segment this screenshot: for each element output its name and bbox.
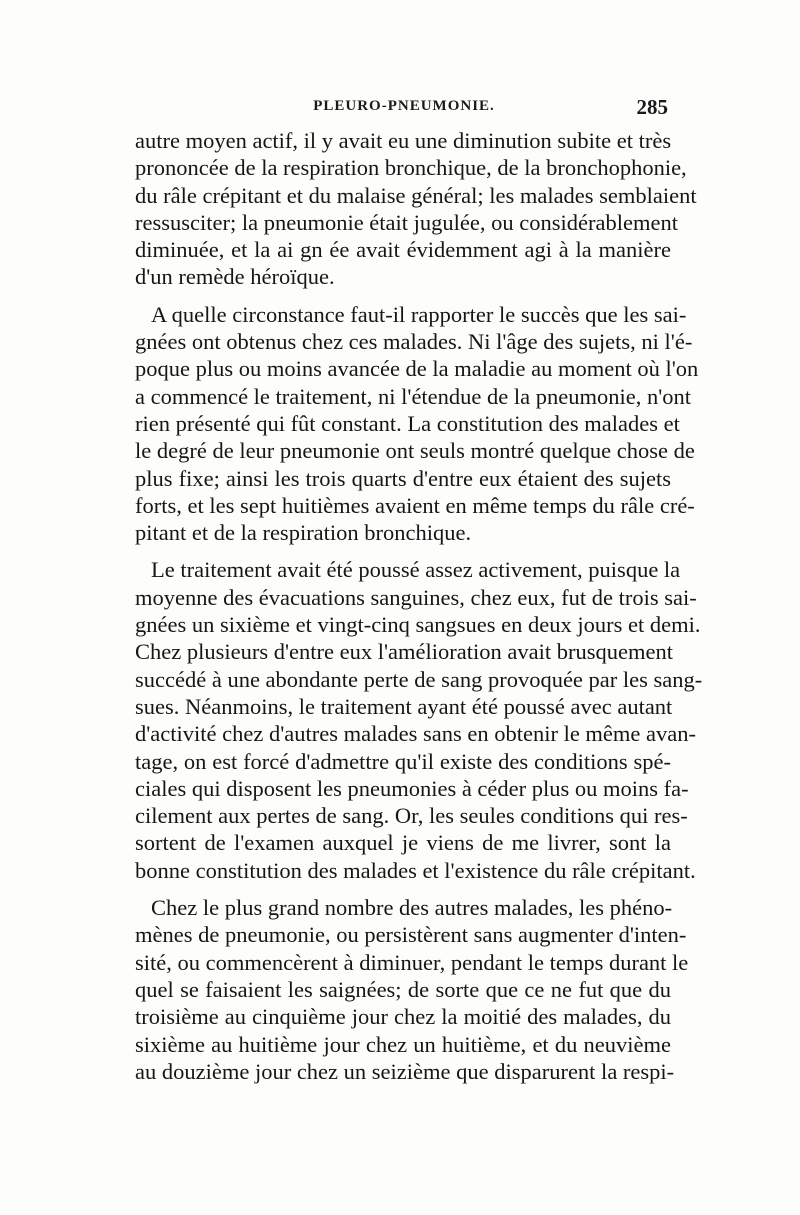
text-line: tage, on est forcé d'admettre qu'il existe des conditions spé- [135,748,671,774]
text-line: troisième au cinquième jour chez la moitié des malades, du [135,1004,671,1030]
text-line: sues. Néanmoins, le traitement ayant été poussé avec autant [135,693,673,719]
text-line: gnées un sixième et vingt-cinq sangsues en deux jours et demi. [135,612,701,638]
text-line: au douzième jour chez un seizième que disparurent la respi- [135,1058,675,1084]
text-line: mènes de pneumonie, ou persistèrent sans augmenter d'inten- [135,922,687,948]
text-line: bonne constitution des malades et l'existence du râle crépitant. [135,857,696,883]
text-line: diminuée, et la ai gn ée avait évidemment agi à la manière [135,237,671,263]
text-line: Chez le plus grand nombre des autres malades, les phéno- [151,895,673,921]
text-line: gnées ont obtenus chez ces malades. Ni l'âge des sujets, ni l'é- [135,329,693,355]
text-line: sité, ou commencèrent à diminuer, pendant le temps durant le [135,949,689,975]
text-line: d'un remède héroïque. [135,264,335,290]
text-line: quel se faisaient les saignées; de sorte que ce ne fut que du [135,976,671,1002]
text-line: autre moyen actif, il y avait eu une diminution subite et très [135,128,672,153]
text-line: a commencé le traitement, ni l'étendue de la pneumonie, n'ont [135,383,692,409]
text-line: poque plus ou moins avancée de la maladie au moment où l'on [135,356,699,382]
text-line: pitant et de la respiration bronchique. [135,520,472,546]
text-line: succédé à une abondante perte de sang provoquée par les sang- [135,666,703,692]
paragraph [135,894,689,1085]
text-line: forts, et les sept huitièmes avaient en même temps du râle cré- [135,492,695,518]
text-line: A quelle circonstance faut-il rapporter le succès que les sai- [151,301,687,327]
running-title: PLEURO-PNEUMONIE. [313,98,495,114]
text-line: ressusciter; la pneumonie était jugulée, ou considérablement [135,209,678,235]
body-text [135,127,703,1085]
text-line: sixième au huitième jour chez un huitième, et du neuvième [135,1031,671,1057]
paragraph [135,127,697,291]
paragraph [135,556,703,884]
text-line: cilement aux pertes de sang. Or, les seules conditions qui res- [135,803,688,829]
text-line: du râle crépitant et du malaise général; les malades semblaient [135,182,697,208]
running-head [140,95,668,122]
text-line: rien présenté qui fût constant. La constitution des malades et [135,410,680,436]
text-line: plus fixe; ainsi les trois quarts d'entre eux étaient des sujets [135,465,671,491]
text-line: le degré de leur pneumonie ont seuls montré quelque chose de [135,438,695,464]
paragraph-gap [135,884,671,894]
text-line: d'activité chez d'autres malades sans en obtenir le même avan- [135,721,696,747]
text-line: moyenne des évacuations sanguines, chez eux, fut de trois sai- [135,584,697,610]
paragraph-gap [135,546,671,556]
page-number: 285 [636,95,668,119]
paragraph [135,301,699,547]
text-line: prononcée de la respiration bronchique, de la bronchophonie, [135,155,687,181]
text-line: Chez plusieurs d'entre eux l'amélioration avait brusquement [135,639,673,665]
text-line: ciales qui disposent les pneumonies à céder plus ou moins fa- [135,775,689,801]
text-line: sortent de l'examen auxquel je viens de me livrer, sont la [135,830,671,856]
text-line: Le traitement avait été poussé assez activement, puisque la [151,557,681,583]
paragraph-gap [135,291,671,301]
